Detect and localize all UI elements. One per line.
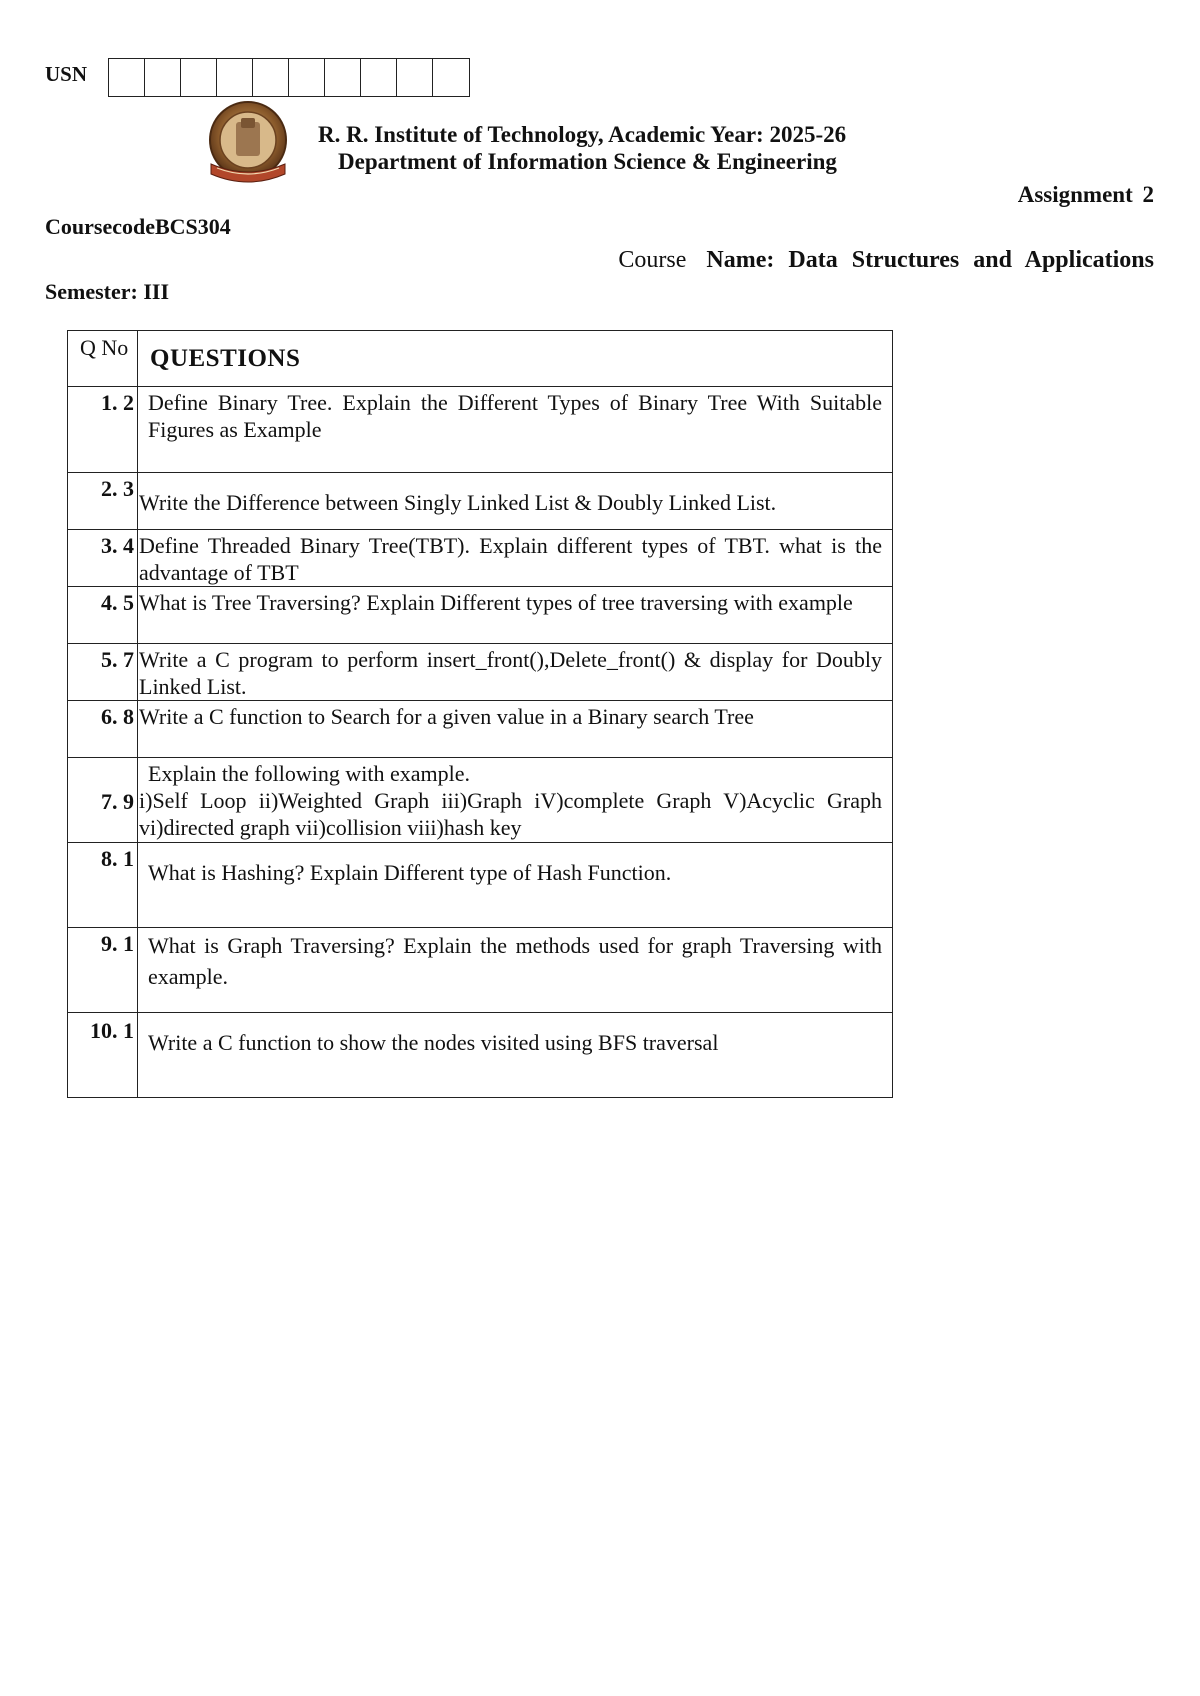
usn-box[interactable] — [253, 59, 289, 96]
table-row — [68, 473, 893, 530]
usn-box[interactable] — [217, 59, 253, 96]
usn-label: USN — [45, 62, 88, 86]
usn-box[interactable] — [145, 59, 181, 96]
table-row — [68, 530, 893, 587]
usn-box[interactable] — [397, 59, 433, 96]
question-number: 4. 5 — [68, 587, 138, 644]
question-text: What is Hashing? Explain Different type of Hash Function. — [138, 843, 893, 928]
question-text: Write a C program to perform insert_front(),Delete_front() & display for Doubly Linked List. — [138, 644, 893, 701]
table-header-row — [68, 331, 893, 387]
assignment-number: Assignment 2 — [1017, 182, 1154, 207]
usn-box[interactable] — [325, 59, 361, 96]
question-number: 10. 1 — [68, 1013, 138, 1098]
table-row — [68, 843, 893, 928]
institute-logo-icon — [205, 98, 291, 186]
table-row — [68, 387, 893, 473]
department-name: Department of Information Science & Engineering — [338, 149, 837, 174]
question-number: 7. 9 — [68, 758, 138, 843]
table-row — [68, 928, 893, 1013]
question-text: Write a C function to show the nodes visited using BFS traversal — [138, 1013, 893, 1098]
question-number: 2. 3 — [68, 473, 138, 530]
qno-header: Q No — [68, 331, 138, 387]
questions-table — [67, 330, 893, 1098]
question-number: 1. 2 — [68, 387, 138, 473]
question-number: 5. 7 — [68, 644, 138, 701]
question-text: Define Binary Tree. Explain the Different Types of Binary Tree With Suitable Figures as Example — [138, 387, 893, 473]
table-row — [68, 758, 893, 843]
questions-header: QUESTIONS — [138, 331, 893, 387]
question-number: 6. 8 — [68, 701, 138, 758]
table-row — [68, 1013, 893, 1098]
usn-boxes — [108, 58, 470, 97]
table-row — [68, 644, 893, 701]
institute-name: R. R. Institute of Technology, Academic Year: 2025-26 — [318, 122, 847, 147]
table-row — [68, 701, 893, 758]
question-number: 3. 4 — [68, 530, 138, 587]
question-text: Define Threaded Binary Tree(TBT). Explain different types of TBT. what is the advantage of TBT — [138, 530, 893, 587]
table-row — [68, 587, 893, 644]
course-name — [618, 247, 1154, 274]
course-code: CoursecodeBCS304 — [45, 214, 231, 239]
question-text-line: Explain the following with example. — [148, 761, 470, 786]
question-text-line: i)Self Loop ii)Weighted Graph iii)Graph iV)complete Graph V)Acyclic Graph vi)directed graph vii)collision viii)hash key — [139, 788, 882, 840]
course-name-value: Name: Data Structures and Applications — [706, 247, 1154, 273]
usn-box[interactable] — [433, 59, 469, 96]
usn-box[interactable] — [289, 59, 325, 96]
question-text — [138, 758, 893, 843]
question-text: What is Graph Traversing? Explain the methods used for graph Traversing with example. — [138, 928, 893, 1013]
semester: Semester: III — [45, 279, 170, 304]
question-text: Write a C function to Search for a given value in a Binary search Tree — [138, 701, 893, 758]
question-number: 9. 1 — [68, 928, 138, 1013]
usn-box[interactable] — [109, 59, 145, 96]
question-number: 8. 1 — [68, 843, 138, 928]
usn-box[interactable] — [181, 59, 217, 96]
question-text: Write the Difference between Singly Linked List & Doubly Linked List. — [138, 473, 893, 530]
question-text: What is Tree Traversing? Explain Different types of tree traversing with example — [138, 587, 893, 644]
course-name-label: Course — [618, 247, 687, 273]
usn-box[interactable] — [361, 59, 397, 96]
